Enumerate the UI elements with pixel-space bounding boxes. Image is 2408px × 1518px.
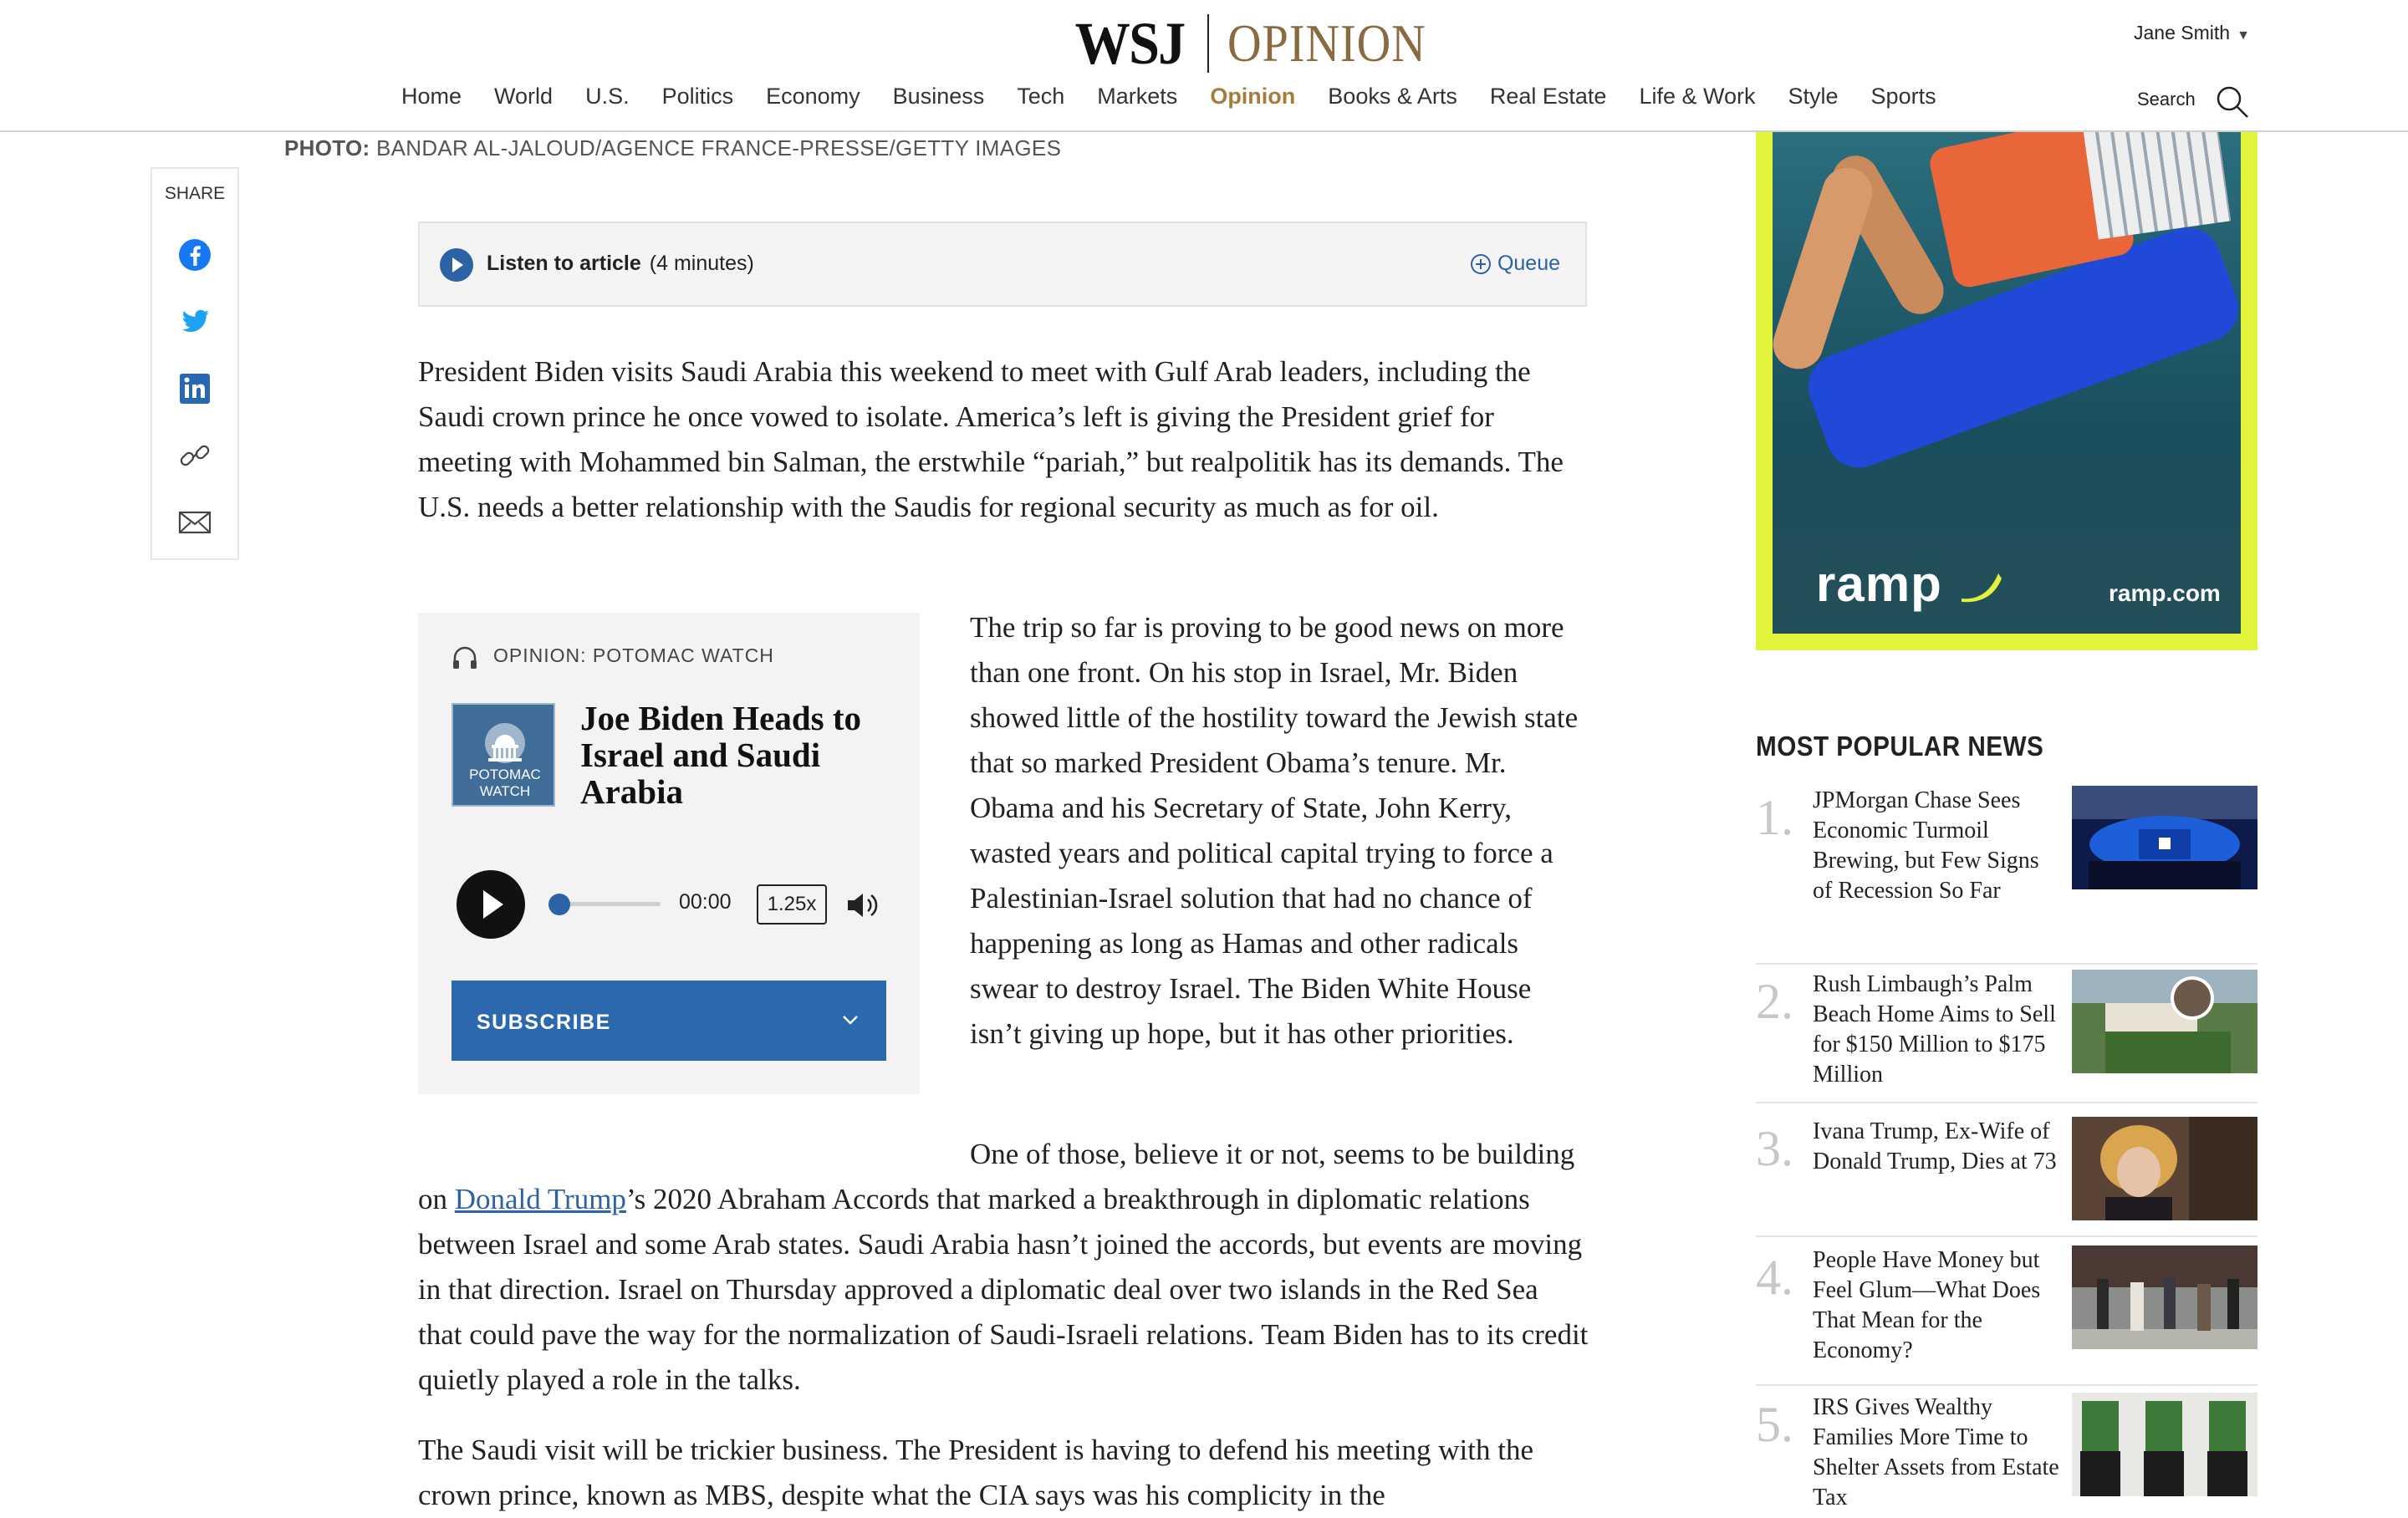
- plus-circle-icon: [1471, 254, 1491, 274]
- nav-item-sports[interactable]: Sports: [1870, 84, 1936, 109]
- subscribe-label: SUBSCRIBE: [477, 1011, 611, 1034]
- subscribe-button[interactable]: [452, 981, 886, 1061]
- ad-url: ramp.com: [2109, 580, 2221, 606]
- nav-item-economy[interactable]: Economy: [766, 84, 860, 109]
- divider: [1756, 1235, 2258, 1237]
- item-headline[interactable]: Ivana Trump, Ex-Wife of Donald Trump, Dies at 73: [1813, 1118, 2057, 1174]
- article-paragraph: The Saudi visit will be trickier business. The President is having to defend his meeting with the crown prince, known as MBS, despite what the CIA says was his complicity in the: [418, 1434, 1533, 1511]
- linkedin-icon[interactable]: [177, 371, 212, 406]
- podcast-title[interactable]: Joe Biden Heads to Israel and Saudi Arabia: [580, 699, 861, 811]
- podcast-artwork[interactable]: [452, 703, 555, 807]
- podcast-kicker: OPINION: POTOMAC WATCH: [493, 644, 774, 666]
- most-popular-title: MOST POPULAR NEWS: [1756, 731, 2044, 762]
- divider: [1756, 1384, 2258, 1386]
- headphones-icon: [452, 646, 478, 670]
- listen-play-icon[interactable]: [440, 248, 473, 282]
- playback-speed-button[interactable]: 1.25x: [757, 884, 827, 925]
- item-number: 4.: [1756, 1250, 1793, 1305]
- share-label: SHARE: [164, 184, 226, 203]
- nav-item-opinion[interactable]: Opinion: [1210, 84, 1296, 109]
- item-number: 2.: [1756, 974, 1793, 1029]
- ad-brand: ramp: [1816, 556, 1942, 612]
- wsj-opinion-logo[interactable]: [1070, 9, 1453, 77]
- link-icon[interactable]: [177, 438, 212, 473]
- nav-item-books-arts[interactable]: Books & Arts: [1328, 84, 1457, 109]
- item-number: 3.: [1756, 1121, 1793, 1176]
- queue-button[interactable]: [1471, 252, 1560, 276]
- user-menu[interactable]: [2134, 22, 2250, 44]
- play-button[interactable]: [457, 870, 525, 939]
- caret-down-icon: ▼: [2237, 28, 2250, 43]
- most-popular-item[interactable]: [1756, 970, 2258, 1088]
- article-paragraph: [418, 1132, 1589, 1403]
- nav-item-us[interactable]: U.S.: [585, 84, 630, 109]
- nav-item-world[interactable]: World: [494, 84, 554, 109]
- logo-wsj: WSJ: [1074, 9, 1185, 77]
- photo-credit-text: BANDAR AL-JALOUD/AGENCE FRANCE-PRESSE/GETTY IMAGES: [370, 135, 1062, 160]
- ad-image: [1773, 130, 2241, 634]
- paragraph-text: One of those, believe it or not, seems to be building on: [418, 1138, 1575, 1215]
- volume-icon[interactable]: [844, 889, 881, 922]
- nav-item-style[interactable]: Style: [1788, 84, 1839, 109]
- nav-item-markets[interactable]: Markets: [1097, 84, 1178, 109]
- item-headline[interactable]: JPMorgan Chase Sees Economic Turmoil Brewing, but Few Signs of Recession So Far: [1813, 787, 2039, 904]
- most-popular-item[interactable]: [1756, 786, 2258, 904]
- share-rail: [150, 167, 239, 560]
- user-name: Jane Smith: [2134, 22, 2231, 43]
- irs-thumbnail[interactable]: [2072, 1393, 2258, 1496]
- item-number: 5.: [1756, 1397, 1793, 1452]
- nav-item-real-estate[interactable]: Real Estate: [1489, 84, 1607, 109]
- podcast-player: [418, 613, 920, 1094]
- divider: [1756, 963, 2258, 965]
- search-label[interactable]: Search: [2137, 89, 2196, 110]
- playback-time: 00:00: [679, 890, 732, 914]
- logo-divider: [1207, 14, 1209, 73]
- jpmorgan-thumbnail[interactable]: [2072, 786, 2258, 889]
- nav-item-politics[interactable]: Politics: [661, 84, 734, 109]
- main-nav: [401, 84, 1969, 120]
- email-icon[interactable]: [177, 505, 212, 540]
- queue-label: Queue: [1497, 252, 1560, 275]
- twitter-icon[interactable]: [177, 304, 212, 339]
- palm-beach-home-thumbnail[interactable]: [2072, 970, 2258, 1073]
- ramp-logo-icon: [1956, 560, 2007, 605]
- article-paragraph: The trip so far is proving to be good news on more than one front. On his stop in Israel, Mr. Biden showed little of the hostility toward the Jewish state that so marked President Obama’s tenure. Mr. Obama and his Secretary of State, John Kerry, wasted years and political capital trying to force a Palestinian-Israel solution that had no chance of happening as long as Hamas and other radicals swear to destroy Israel. The Biden White House isn’t giving up hope, but it has other priorities.: [970, 611, 1579, 1050]
- most-popular-item[interactable]: [1756, 1245, 2258, 1363]
- capitol-icon: [470, 720, 540, 768]
- listen-duration: (4 minutes): [649, 252, 754, 275]
- item-headline[interactable]: Rush Limbaugh’s Palm Beach Home Aims to Sell for $150 Million to $175 Million: [1813, 971, 2056, 1088]
- photo-credit-label: PHOTO:: [284, 135, 370, 160]
- nav-item-business[interactable]: Business: [892, 84, 985, 109]
- nav-item-home[interactable]: Home: [401, 84, 462, 109]
- item-headline[interactable]: IRS Gives Wealthy Families More Time to Shelter Assets from Estate Tax: [1813, 1394, 2059, 1510]
- divider: [1756, 1102, 2258, 1103]
- item-number: 1.: [1756, 790, 1793, 845]
- site-header: [0, 0, 2408, 132]
- paragraph-text: ’s 2020 Abraham Accords that marked a breakthrough in diplomatic relations between Israel and some Arab states. Saudi Arabia hasn’t joined the accords, but events are moving in that direction. Israel on Thursday approved a diplomatic deal over two islands in the Red Sea that could pave the way for the normalization of Saudi-Israeli relations. Team Biden has to its credit quietly played a role in the talks.: [418, 1183, 1589, 1396]
- listen-label: Listen to article: [487, 252, 641, 275]
- shoppers-thumbnail[interactable]: [2072, 1245, 2258, 1349]
- logo-opinion: OPINION: [1227, 13, 1426, 73]
- listen-to-article-bar: [418, 222, 1587, 307]
- nav-item-tech[interactable]: Tech: [1017, 84, 1065, 109]
- donald-trump-link[interactable]: Donald Trump: [454, 1183, 626, 1215]
- ramp-advertisement[interactable]: [1756, 130, 2258, 650]
- article-paragraph: President Biden visits Saudi Arabia this weekend to meet with Gulf Arab leaders, including the Saudi crown prince he once vowed to isolate. America’s left is giving the President grief for meeting with Mohammed bin Salman, the erstwhile “pariah,” but realpolitik has its demands. The U.S. needs a better relationship with the Saudis for regional security as much as for oil.: [418, 355, 1564, 523]
- podcast-artwork-text: POTOMAC WATCH: [469, 767, 541, 799]
- most-popular-item[interactable]: [1756, 1393, 2258, 1510]
- most-popular-item[interactable]: [1756, 1117, 2258, 1225]
- photo-credit: [284, 135, 1061, 161]
- facebook-icon[interactable]: [177, 237, 212, 273]
- chevron-down-icon: [841, 1011, 860, 1029]
- item-headline[interactable]: People Have Money but Feel Glum—What Does That Mean for the Economy?: [1813, 1247, 2041, 1363]
- listen-text[interactable]: [487, 252, 754, 276]
- ivana-trump-thumbnail[interactable]: [2072, 1117, 2258, 1220]
- search-icon[interactable]: [2214, 84, 2251, 120]
- nav-item-life-work[interactable]: Life & Work: [1639, 84, 1756, 109]
- progress-knob[interactable]: [548, 894, 570, 915]
- ad-striped-cloth: [2084, 130, 2232, 240]
